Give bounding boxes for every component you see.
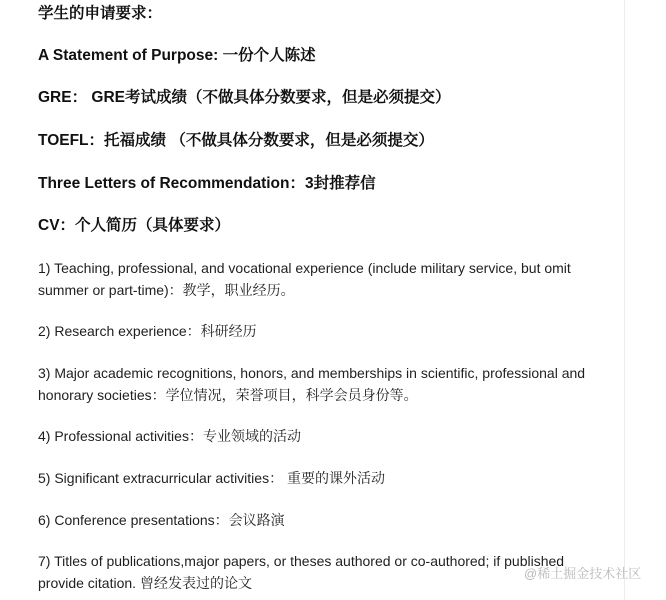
- cv-item-research-experience: 2) Research experience：科研经历: [38, 323, 257, 339]
- requirement-gre: GRE： GRE考试成绩（不做具体分数要求，但是必须提交）: [38, 89, 451, 106]
- cv-item-academic-recognitions: 3) Major academic recognitions, honors, and memberships in scientific, professional and honorary societies：学位情况，荣誉项目，科学会员身份等。: [38, 365, 586, 403]
- requirement-recommendation-letters: Three Letters of Recommendation：3封推荐信: [38, 175, 376, 192]
- right-divider: [624, 0, 625, 600]
- cv-item-teaching-experience: 1) Teaching, professional, and vocational experience (include military service, but omit summer or part-time)：教学，职业经历。: [38, 260, 571, 298]
- requirement-toefl: TOEFL：托福成绩 （不做具体分数要求，但是必须提交）: [38, 132, 434, 149]
- cv-item-publications: 7) Titles of publications,major papers, or theses authored or co-authored; if published provide citation. 曾经发表过的论文: [38, 553, 565, 591]
- watermark-text: @稀土掘金技术社区: [524, 566, 642, 581]
- cv-item-extracurricular-activities: 5) Significant extracurricular activities： 重要的课外活动: [38, 470, 385, 486]
- document-title: 学生的申请要求：: [38, 5, 163, 22]
- cv-item-conference-presentations: 6) Conference presentations：会议路演: [38, 512, 285, 528]
- requirement-statement-of-purpose: A Statement of Purpose: 一份个人陈述: [38, 47, 316, 64]
- cv-item-professional-activities: 4) Professional activities：专业领域的活动: [38, 428, 301, 444]
- requirement-cv: CV：个人简历（具体要求）: [38, 217, 231, 234]
